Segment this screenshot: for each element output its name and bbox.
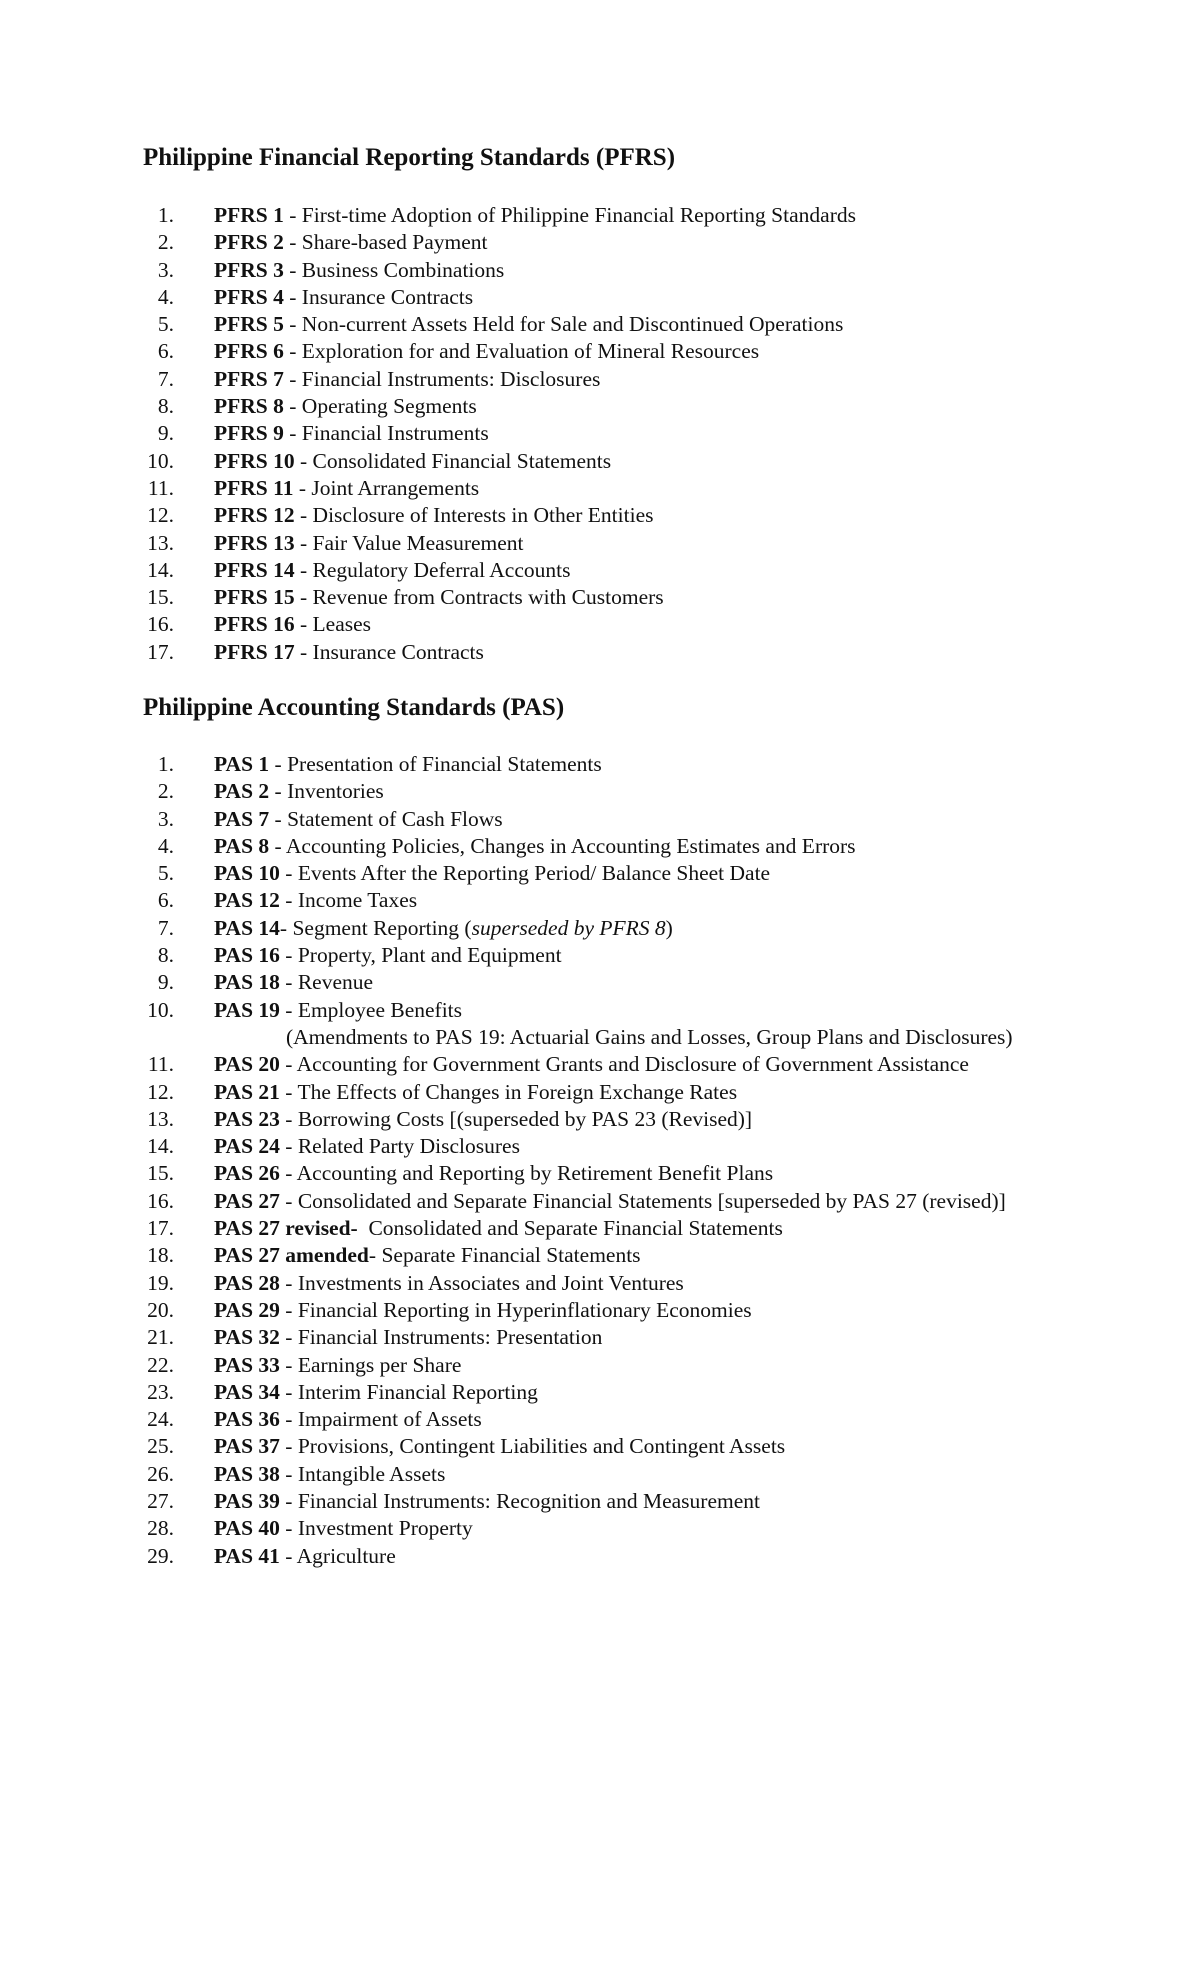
standard-title: Inventories (287, 779, 384, 804)
item-text (214, 969, 373, 996)
item-number: 12. (147, 1079, 174, 1104)
standard-code: PFRS 8 (214, 394, 284, 419)
standard-title: Exploration for and Evaluation of Mineral Resources (301, 339, 760, 364)
separator: - (279, 970, 298, 995)
standard-code: PAS 18 (214, 970, 280, 995)
standard-title: Operating Segments (301, 394, 477, 419)
item-number: 15. (147, 585, 174, 610)
standard-title: Provisions, Contingent Liabilities and Contingent Assets (297, 1434, 786, 1459)
item-text (214, 778, 384, 805)
item-text (214, 887, 417, 914)
list-item (0, 1242, 1200, 1269)
standard-code: PAS 19 (214, 997, 280, 1022)
list-item (0, 1133, 1200, 1160)
item-text (214, 942, 562, 969)
item-text (214, 1433, 785, 1460)
standard-code: PFRS 13 (214, 530, 295, 555)
separator: - (269, 806, 288, 831)
item-text (214, 530, 524, 557)
standard-code: PAS 34 (214, 1379, 280, 1404)
list-item (0, 1515, 1200, 1542)
standard-title: Impairment of Assets (297, 1407, 482, 1432)
standard-title: Employee Benefits (297, 997, 463, 1022)
standard-code: PAS 29 (214, 1297, 280, 1322)
standard-title: Financial Instruments: Recognition and Measurement (297, 1489, 760, 1514)
separator: - (283, 230, 302, 255)
standard-title: Disclosure of Interests in Other Entities (312, 503, 654, 528)
item-number: 8. (157, 943, 174, 968)
separator: - (283, 257, 302, 282)
standard-title: Earnings per Share (297, 1352, 462, 1377)
item-text (214, 229, 487, 256)
item-number: 13. (147, 1106, 174, 1131)
item-number: 15. (147, 1161, 174, 1186)
item-text (214, 1270, 684, 1297)
list-item (0, 997, 1200, 1052)
standard-code: PAS 10 (214, 861, 280, 886)
separator: - (283, 312, 302, 337)
standard-title: Share-based Payment (301, 230, 488, 255)
item-number: 16. (147, 612, 174, 637)
standard-code: PFRS 6 (214, 339, 284, 364)
item-text (214, 420, 489, 447)
list-item (0, 257, 1200, 284)
item-number: 3. (157, 806, 174, 831)
separator: - (279, 997, 298, 1022)
item-number: 2. (157, 779, 174, 804)
item-number: 5. (157, 312, 174, 337)
separator: - (294, 585, 313, 610)
item-number: 10. (147, 997, 174, 1022)
standard-title: Insurance Contracts (312, 639, 484, 664)
separator: - (293, 475, 312, 500)
list-item (0, 942, 1200, 969)
list-item (0, 338, 1200, 365)
standard-code: PAS 20 (214, 1052, 280, 1077)
separator: - (283, 421, 302, 446)
standard-code: PAS 1 (214, 752, 270, 776)
standard-code: PAS 36 (214, 1407, 280, 1432)
standard-code: PAS 12 (214, 888, 280, 913)
separator: - (279, 1407, 298, 1432)
pas-standards-list (0, 751, 1200, 1570)
separator: - (279, 861, 298, 886)
standard-code: PAS 37 (214, 1434, 280, 1459)
item-number: 11. (147, 1052, 174, 1077)
separator: - (279, 1379, 298, 1404)
standard-title: Borrowing Costs [(superseded by PAS 23 (Revised)] (297, 1106, 753, 1131)
standard-title: Investments in Associates and Joint Ventures (297, 1270, 684, 1295)
standard-code: PAS 28 (214, 1270, 280, 1295)
item-text (214, 1324, 602, 1351)
separator: - (283, 339, 302, 364)
standard-title: Financial Reporting in Hyperinflationary Economies (297, 1297, 752, 1322)
standard-title: Insurance Contracts (301, 284, 474, 309)
item-number: 4. (157, 284, 174, 309)
separator: - (294, 503, 313, 528)
standard-title: Agriculture (296, 1543, 396, 1568)
standard-code: PAS 27 (214, 1188, 280, 1213)
standard-title: Presentation of Financial Statements (287, 752, 602, 776)
standard-code: PAS 40 (214, 1516, 280, 1541)
separator: - (283, 284, 302, 309)
item-number: 25. (147, 1434, 174, 1459)
standard-code: PAS 24 (214, 1134, 280, 1159)
standard-code: PFRS 1 (214, 203, 284, 227)
standard-title: Segment Reporting ( (292, 915, 472, 940)
list-item (0, 1461, 1200, 1488)
item-number: 9. (157, 421, 174, 446)
standard-title: Consolidated and Separate Financial Statements [superseded by PAS 27 (revised)] (297, 1188, 1006, 1213)
list-item (0, 751, 1200, 778)
separator: - (269, 752, 288, 776)
standard-title: Investment Property (297, 1516, 473, 1541)
standard-code: PAS 33 (214, 1352, 280, 1377)
item-text (214, 997, 462, 1024)
amendment-note: (Amendments to PAS 19: Actuarial Gains and Losses, Group Plans and Disclosures) (286, 1024, 1013, 1049)
separator: - (294, 557, 313, 582)
list-item (0, 806, 1200, 833)
standard-code: PAS 32 (214, 1325, 280, 1350)
item-number: 21. (147, 1325, 174, 1350)
list-item (0, 1406, 1200, 1433)
list-item (0, 393, 1200, 420)
separator: - (294, 448, 313, 473)
separator: - (279, 1325, 298, 1350)
item-text (214, 1379, 538, 1406)
separator: - (279, 1270, 298, 1295)
item-text (214, 833, 856, 860)
separator: - (279, 1134, 298, 1159)
item-text (214, 311, 843, 338)
item-text (214, 1352, 461, 1379)
separator: - (269, 833, 286, 858)
separator: - (279, 915, 293, 940)
separator: - (294, 530, 313, 555)
separator: - (279, 1079, 298, 1104)
standard-code: PFRS 12 (214, 503, 295, 528)
item-number: 16. (147, 1188, 174, 1213)
item-text (214, 806, 503, 833)
standard-title: Regulatory Deferral Accounts (312, 557, 571, 582)
standard-code: PAS 41 (214, 1543, 280, 1568)
standard-title: Accounting for Government Grants and Disclosure of Government Assistance (296, 1052, 969, 1077)
standard-code: PAS 27 revised- (214, 1216, 358, 1241)
item-number: 28. (147, 1516, 174, 1541)
item-text (214, 1160, 773, 1187)
list-item (0, 1379, 1200, 1406)
separator (358, 1216, 369, 1240)
list-item (0, 557, 1200, 584)
item-number: 10. (147, 448, 174, 473)
item-number: 5. (157, 861, 174, 886)
item-text (214, 1297, 752, 1324)
standard-code: PAS 26 (214, 1161, 280, 1186)
separator: - (269, 779, 288, 804)
item-number: 29. (147, 1543, 174, 1568)
item-text (214, 1188, 1006, 1215)
list-item (0, 887, 1200, 914)
separator: - (279, 1188, 298, 1213)
separator: - (283, 203, 302, 227)
item-text (214, 202, 856, 229)
standard-title: Fair Value Measurement (312, 530, 524, 555)
list-item (0, 1352, 1200, 1379)
standard-code: PFRS 14 (214, 557, 295, 582)
separator: - (279, 1516, 298, 1541)
standard-code: PFRS 4 (214, 284, 284, 309)
list-item (0, 860, 1200, 887)
item-number: 7. (157, 915, 174, 940)
standard-title: Accounting and Reporting by Retirement Benefit Plans (296, 1161, 774, 1186)
standard-title: Related Party Disclosures (297, 1134, 520, 1159)
item-text (214, 915, 673, 942)
list-item (0, 1433, 1200, 1460)
item-text (214, 1079, 737, 1106)
item-number: 14. (147, 1134, 174, 1159)
standard-title: Events After the Reporting Period/ Balance Sheet Date (297, 861, 771, 886)
standard-title: Financial Instruments (301, 421, 489, 446)
item-text (214, 557, 570, 584)
item-number: 12. (147, 503, 174, 528)
standard-code: PFRS 17 (214, 639, 295, 664)
standard-code: PFRS 9 (214, 421, 284, 446)
separator: - (279, 1543, 297, 1568)
standard-code: PFRS 15 (214, 585, 295, 610)
standard-code: PAS 7 (214, 806, 270, 831)
list-item (0, 611, 1200, 638)
standard-title: Property, Plant and Equipment (297, 943, 562, 968)
item-text (214, 584, 664, 611)
list-item (0, 1324, 1200, 1351)
item-text (214, 1515, 473, 1542)
list-item (0, 1297, 1200, 1324)
item-text (214, 284, 473, 311)
item-number: 1. (157, 203, 174, 227)
separator: - (279, 1352, 298, 1377)
standard-title: Revenue from Contracts with Customers (312, 585, 664, 610)
item-number: 3. (157, 257, 174, 282)
standard-title: Leases (312, 612, 372, 637)
list-item (0, 311, 1200, 338)
item-number: 6. (157, 888, 174, 913)
separator: - (279, 1297, 298, 1322)
item-text (214, 1242, 641, 1269)
item-text (214, 639, 484, 666)
list-item (0, 1543, 1200, 1570)
item-text (214, 448, 611, 475)
item-number: 2. (157, 230, 174, 255)
item-text (214, 475, 479, 502)
item-number: 6. (157, 339, 174, 364)
list-item (0, 202, 1200, 229)
list-item (0, 639, 1200, 666)
list-item (0, 1079, 1200, 1106)
item-number: 13. (147, 530, 174, 555)
standard-code: PFRS 11 (214, 475, 294, 500)
separator: - (368, 1243, 382, 1268)
item-text (214, 1406, 482, 1433)
standard-code: PAS 2 (214, 779, 270, 804)
item-text (214, 1051, 969, 1078)
list-item (0, 475, 1200, 502)
item-number: 18. (147, 1243, 174, 1268)
item-number: 22. (147, 1352, 174, 1377)
title-end: ) (665, 915, 673, 940)
standard-code: PFRS 3 (214, 257, 284, 282)
item-number: 17. (147, 639, 174, 664)
item-number: 4. (157, 833, 174, 858)
standard-title: First-time Adoption of Philippine Financial Reporting Standards (301, 203, 856, 227)
list-item (0, 229, 1200, 256)
standard-title: Separate Financial Statements (381, 1243, 641, 1268)
standard-title: Financial Instruments: Presentation (297, 1325, 603, 1350)
item-number: 20. (147, 1297, 174, 1322)
item-number: 9. (157, 970, 174, 995)
list-item (0, 284, 1200, 311)
item-number: 7. (157, 366, 174, 391)
item-number: 23. (147, 1379, 174, 1404)
item-text (214, 338, 759, 365)
list-item (0, 1051, 1200, 1078)
separator: - (279, 943, 298, 968)
separator: - (279, 1052, 297, 1077)
standard-code: PAS 39 (214, 1489, 280, 1514)
item-text (214, 1488, 760, 1515)
item-text (214, 1133, 520, 1160)
standard-title: Intangible Assets (297, 1461, 446, 1486)
list-item (0, 584, 1200, 611)
list-item (0, 420, 1200, 447)
standard-code: PFRS 5 (214, 312, 284, 337)
item-number: 11. (147, 475, 174, 500)
item-text (214, 257, 504, 284)
item-text (214, 1543, 396, 1570)
separator: - (283, 394, 302, 419)
item-text (214, 611, 371, 638)
standard-title: Revenue (297, 970, 374, 995)
list-item (0, 1188, 1200, 1215)
standard-title: Non-current Assets Held for Sale and Discontinued Operations (301, 312, 844, 337)
item-text (214, 751, 602, 778)
standard-code: PAS 16 (214, 943, 280, 968)
standard-title: Income Taxes (297, 888, 418, 913)
standard-code: PAS 8 (214, 833, 270, 858)
separator: - (279, 1461, 298, 1486)
standard-code: PFRS 2 (214, 230, 284, 255)
list-item (0, 366, 1200, 393)
list-item (0, 778, 1200, 805)
standard-title: Interim Financial Reporting (297, 1379, 538, 1404)
item-number: 17. (147, 1216, 174, 1241)
separator: - (294, 612, 313, 637)
item-number: 19. (147, 1270, 174, 1295)
separator: - (279, 1489, 298, 1514)
standard-code: PAS 27 amended (214, 1243, 369, 1268)
standard-code: PAS 14 (214, 915, 280, 940)
list-item (0, 969, 1200, 996)
standard-title: Accounting Policies, Changes in Accounting Estimates and Errors (285, 833, 856, 858)
standard-code: PFRS 10 (214, 448, 295, 473)
separator: - (283, 366, 302, 391)
standard-code: PAS 38 (214, 1461, 280, 1486)
pas-section-heading: Philippine Accounting Standards (PAS) (143, 694, 565, 721)
standard-code: PAS 21 (214, 1079, 280, 1104)
list-item (0, 1160, 1200, 1187)
item-text (214, 1461, 445, 1488)
item-text (214, 860, 770, 887)
separator: - (294, 639, 313, 664)
standard-code: PAS 23 (214, 1106, 280, 1131)
item-number: 8. (157, 394, 174, 419)
item-text (214, 393, 477, 420)
list-item (0, 502, 1200, 529)
standard-code: PFRS 7 (214, 366, 284, 391)
standard-title: Consolidated Financial Statements (312, 448, 612, 473)
list-item (0, 448, 1200, 475)
list-item (0, 915, 1200, 942)
item-number: 14. (147, 557, 174, 582)
item-number: 24. (147, 1407, 174, 1432)
list-item (0, 1270, 1200, 1297)
item-number: 1. (157, 752, 174, 776)
pfrs-section-heading: Philippine Financial Reporting Standards (PFRS) (143, 144, 676, 171)
separator: - (279, 1434, 298, 1459)
pfrs-standards-list (0, 202, 1200, 666)
superseded-note: superseded by PFRS 8 (471, 915, 666, 940)
list-item (0, 833, 1200, 860)
item-text (214, 1215, 783, 1242)
standard-title: Business Combinations (301, 257, 505, 282)
item-number: 26. (147, 1461, 174, 1486)
standard-title: The Effects of Changes in Foreign Exchange Rates (297, 1079, 738, 1104)
standard-title: Consolidated and Separate Financial Statements (368, 1216, 783, 1241)
separator: - (279, 888, 298, 913)
standard-title: Financial Instruments: Disclosures (301, 366, 601, 391)
list-item (0, 1215, 1200, 1242)
item-text (214, 1106, 752, 1133)
separator: - (279, 1106, 298, 1131)
list-item (0, 1106, 1200, 1133)
item-text (214, 502, 653, 529)
standard-title: Joint Arrangements (311, 475, 480, 500)
list-item (0, 1488, 1200, 1515)
item-number: 27. (147, 1489, 174, 1514)
item-text (214, 366, 600, 393)
separator: - (279, 1161, 297, 1186)
standard-code: PFRS 16 (214, 612, 295, 637)
standard-title: Statement of Cash Flows (287, 806, 503, 831)
list-item (0, 530, 1200, 557)
